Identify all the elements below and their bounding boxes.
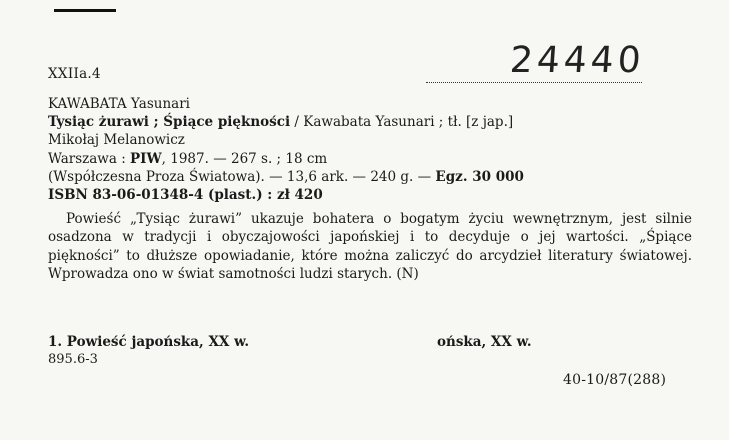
- title-line: [48, 114, 513, 130]
- imprint-place: Warszawa :: [48, 151, 131, 167]
- handwritten-number: 24440: [508, 40, 646, 81]
- summary-text: Powieść „Tysiąc żurawi” ukazuje bohatera o bogatym życiu wewnętrznym, jest silnie osadzona w tradycji i obyczajowości japońskiej i to decyduje o jej wartości. „Śpiące piękności” to dłuższe opowiadanie, które można zaliczyć do arcydzieł literatury światowej. Wprowadza ono w świat samotności ludzi starych. (N): [48, 211, 692, 282]
- copies: Egz. 30 000: [435, 169, 524, 185]
- title-bold: Tysiąc żurawi ; Śpiące piękności: [48, 114, 291, 130]
- shelf-mark: XXIIa.4: [48, 66, 101, 82]
- catalog-number: 40-10/87(288): [563, 372, 667, 388]
- author-heading: KAWABATA Yasunari: [48, 96, 190, 112]
- imprint-rest: , 1987. — 267 s. ; 18 cm: [161, 151, 328, 167]
- class-number: 895.6-3: [48, 352, 98, 367]
- imprint-publisher: PIW: [130, 151, 162, 167]
- title-responsibility: / Kawabata Yasunari ; tł. [z jap.]: [290, 114, 514, 130]
- subject-heading-1: 1. Powieść japońska, XX w.: [48, 334, 250, 350]
- translator-line: Mikołaj Melanowicz: [48, 132, 185, 148]
- imprint-line: [48, 151, 327, 167]
- series-text: (Współczesna Proza Światowa). — 13,6 ark. — 240 g. —: [48, 169, 436, 185]
- subject-heading-2: ońska, XX w.: [437, 334, 532, 350]
- top-rule: [54, 9, 116, 12]
- isbn-line: ISBN 83-06-01348-4 (plast.) : zł 420: [48, 187, 323, 203]
- dotted-line: [426, 82, 642, 83]
- summary: [48, 210, 692, 283]
- series-line: [48, 169, 524, 185]
